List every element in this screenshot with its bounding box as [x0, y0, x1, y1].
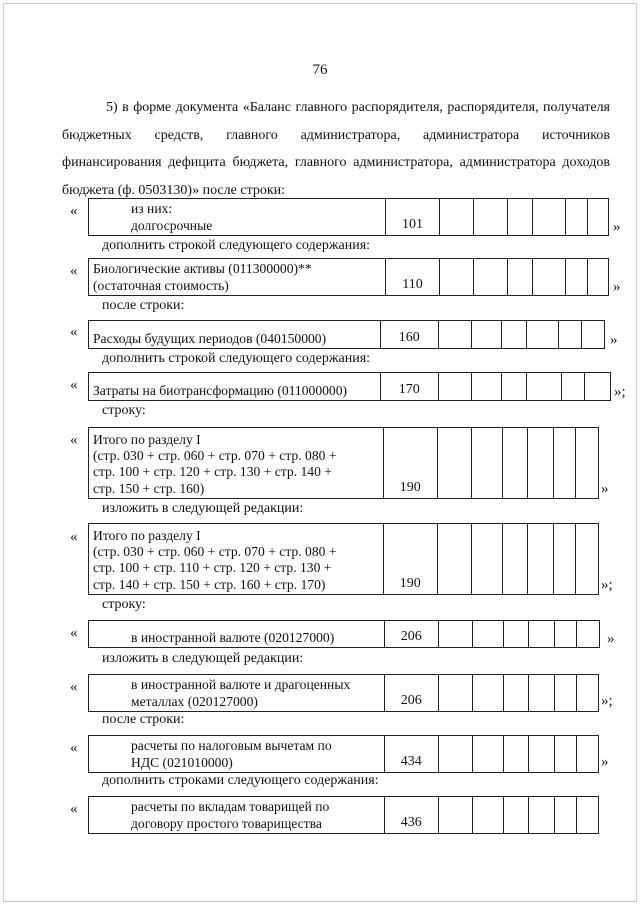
row-code: 190 — [384, 524, 438, 594]
open-quote: « — [70, 432, 78, 448]
row-code: 110 — [386, 259, 440, 295]
instruction-note: строку: — [102, 597, 146, 612]
close-quote: » — [607, 631, 615, 647]
empty-cell — [472, 321, 503, 348]
open-quote: « — [70, 740, 78, 756]
empty-cell — [504, 797, 529, 833]
instruction-note: после строки: — [102, 298, 185, 313]
close-quote: » — [601, 754, 609, 770]
row-code: 101 — [386, 199, 440, 235]
close-quote: » — [613, 219, 621, 235]
row-name-line: стр. 140 + стр. 150 + стр. 160 + стр. 170) — [93, 576, 326, 592]
empty-cell — [504, 675, 529, 711]
empty-cell — [438, 524, 472, 594]
row-name — [89, 797, 385, 833]
table-row — [88, 198, 609, 236]
close-quote: »; — [614, 384, 626, 400]
empty-cell — [474, 259, 508, 295]
empty-cell — [577, 797, 598, 833]
row-name-line: Итого по разделу I — [93, 527, 201, 543]
empty-cell — [473, 675, 505, 711]
empty-cell — [527, 321, 559, 348]
empty-cell — [576, 428, 598, 498]
row-name — [89, 199, 386, 235]
empty-cell — [555, 675, 577, 711]
instruction-note: после строки: — [102, 712, 185, 727]
instruction-note: строку: — [102, 403, 146, 418]
table-row — [88, 372, 611, 401]
empty-cell — [503, 428, 528, 498]
empty-cell — [528, 428, 554, 498]
empty-cell — [529, 797, 555, 833]
empty-cell — [440, 199, 474, 235]
empty-cell — [555, 621, 577, 647]
empty-cell — [585, 373, 610, 400]
empty-cell — [527, 373, 562, 400]
empty-cell — [474, 199, 508, 235]
table-row — [88, 620, 600, 648]
table-row — [88, 320, 605, 349]
row-name-line: (стр. 030 + стр. 060 + стр. 070 + стр. 080 + — [93, 544, 337, 560]
empty-cell — [439, 675, 473, 711]
table-row — [88, 674, 599, 712]
close-quote: »; — [601, 693, 613, 709]
row-name-line: НДС (021010000) — [131, 754, 233, 770]
row-name-line: расчеты по налоговым вычетам по — [131, 738, 332, 754]
close-quote: »; — [601, 577, 613, 593]
empty-cell — [439, 373, 472, 400]
empty-cell — [577, 736, 598, 772]
row-name-line: Затраты на биотрансформацию (011000000) — [93, 382, 348, 398]
row-name — [89, 373, 381, 400]
table-row — [88, 427, 599, 499]
open-quote: « — [70, 801, 78, 817]
empty-cell — [588, 259, 608, 295]
empty-cell — [566, 199, 588, 235]
empty-cell — [529, 675, 555, 711]
empty-cell — [504, 736, 529, 772]
row-name-line: из них: — [131, 201, 173, 217]
row-code: 436 — [385, 797, 439, 833]
row-name-line: в иностранной валюте и драгоценных — [131, 677, 351, 693]
close-quote: » — [601, 481, 609, 497]
row-name — [89, 736, 385, 772]
empty-cell — [566, 259, 588, 295]
table-row — [88, 523, 599, 595]
empty-cell — [529, 736, 555, 772]
empty-cell — [439, 321, 472, 348]
empty-cell — [502, 321, 527, 348]
open-quote: « — [70, 679, 78, 695]
row-name-line: Расходы будущих периодов (040150000) — [93, 330, 327, 346]
open-quote: « — [70, 203, 78, 219]
instruction-note: изложить в следующей редакции: — [102, 501, 304, 516]
empty-cell — [528, 524, 554, 594]
empty-cell — [555, 736, 577, 772]
row-name-line: Итого по разделу I — [93, 431, 201, 447]
row-code: 206 — [385, 621, 439, 647]
row-code: 190 — [384, 428, 438, 498]
row-name-line: Биологические активы (011300000)** — [93, 261, 312, 277]
row-name-line: расчеты по вкладам товарищей по — [131, 799, 330, 815]
empty-cell — [473, 621, 505, 647]
row-code: 170 — [381, 373, 439, 400]
row-name-line: стр. 100 + стр. 120 + стр. 130 + стр. 140 + — [93, 464, 332, 480]
empty-cell — [472, 524, 504, 594]
close-quote: » — [610, 332, 618, 348]
table-row — [88, 735, 599, 773]
row-name — [89, 259, 386, 295]
row-code: 434 — [385, 736, 439, 772]
empty-cell — [473, 736, 505, 772]
row-name-line: договору простого товарищества — [131, 815, 322, 831]
row-name-line: стр. 150 + стр. 160) — [93, 480, 205, 496]
empty-cell — [529, 621, 555, 647]
row-code: 160 — [381, 321, 439, 348]
table-row — [88, 258, 609, 296]
page-number: 76 — [312, 62, 328, 78]
empty-cell — [533, 199, 566, 235]
empty-cell — [555, 797, 577, 833]
instruction-note: изложить в следующей редакции: — [102, 651, 304, 666]
empty-cell — [439, 736, 473, 772]
row-name-line: в иностранной валюте (020127000) — [131, 629, 335, 645]
row-name — [89, 524, 384, 594]
open-quote: « — [70, 324, 78, 340]
row-name — [89, 428, 384, 498]
row-name-line: (остаточная стоимость) — [93, 277, 229, 293]
empty-cell — [554, 524, 576, 594]
empty-cell — [472, 373, 503, 400]
empty-cell — [502, 373, 527, 400]
open-quote: « — [70, 625, 78, 641]
row-code: 206 — [385, 675, 439, 711]
empty-cell — [439, 797, 473, 833]
empty-cell — [508, 259, 533, 295]
row-name-line: (стр. 030 + стр. 060 + стр. 070 + стр. 080 + — [93, 448, 337, 464]
empty-cell — [508, 199, 533, 235]
open-quote: « — [70, 529, 78, 545]
open-quote: « — [70, 263, 78, 279]
empty-cell — [577, 621, 599, 647]
instruction-note: дополнить строками следующего содержания: — [102, 773, 379, 788]
row-name-line: стр. 100 + стр. 110 + стр. 120 + стр. 130 + — [93, 560, 332, 576]
empty-cell — [473, 797, 505, 833]
instruction-note: дополнить строкой следующего содержания: — [102, 238, 371, 253]
instruction-note: дополнить строкой следующего содержания: — [102, 351, 371, 366]
empty-cell — [472, 428, 504, 498]
row-name-line: долгосрочные — [131, 217, 213, 233]
intro-paragraph: 5) в форме документа «Баланс главного распорядителя, распорядителя, получателя бюджетных средств, главного администратора, администратора источников финансирования дефицита бюджета, главного администратора, администратора доходов бюджета (ф. 0503130)» после строки: — [62, 100, 610, 198]
empty-cell — [438, 428, 472, 498]
empty-cell — [577, 675, 598, 711]
empty-cell — [582, 321, 604, 348]
empty-cell — [554, 428, 576, 498]
open-quote: « — [70, 377, 78, 393]
empty-cell — [533, 259, 566, 295]
empty-cell — [439, 621, 473, 647]
row-name — [89, 675, 385, 711]
empty-cell — [588, 199, 608, 235]
close-quote: » — [613, 279, 621, 295]
empty-cell — [504, 621, 529, 647]
empty-cell — [562, 373, 585, 400]
empty-cell — [559, 321, 582, 348]
row-name-line: металлах (020127000) — [131, 693, 258, 709]
empty-cell — [440, 259, 474, 295]
empty-cell — [576, 524, 598, 594]
row-name — [89, 621, 385, 647]
table-row — [88, 796, 599, 834]
empty-cell — [503, 524, 528, 594]
row-name — [89, 321, 381, 348]
